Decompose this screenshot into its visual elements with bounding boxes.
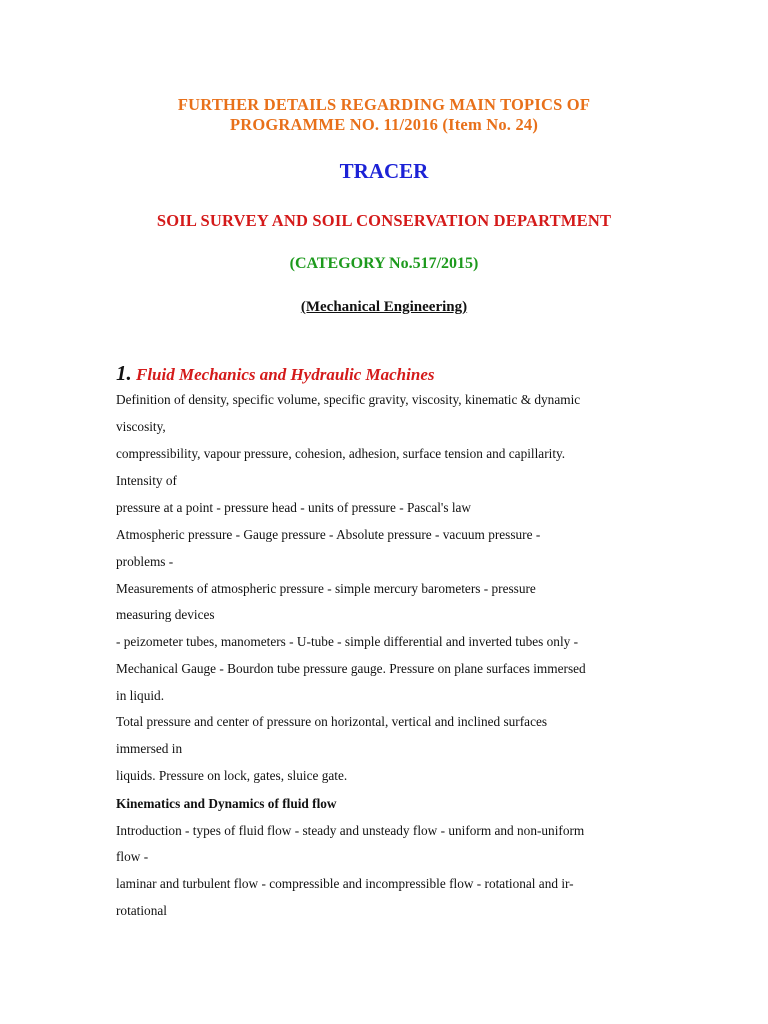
body-line: liquids. Pressure on lock, gates, sluice gate.: [116, 768, 348, 783]
main-title: [0, 95, 768, 135]
category-number: (CATEGORY No.517/2015): [289, 255, 479, 272]
department-title: SOIL SURVEY AND SOIL CONSERVATION DEPARTMENT: [156, 211, 612, 230]
subject-title: (Mechanical Engineering): [300, 299, 468, 315]
post-title: TRACER: [339, 159, 429, 183]
body-line: Measurements of atmospheric pressure - simple mercury barometers - pressure: [116, 581, 536, 596]
body-line: measuring devices: [116, 607, 215, 622]
body-line: viscosity,: [116, 419, 166, 434]
subsection-heading: Kinematics and Dynamics of fluid flow: [116, 796, 337, 811]
body-line: problems -: [116, 554, 174, 569]
body-line: Mechanical Gauge - Bourdon tube pressure gauge. Pressure on plane surfaces immersed: [116, 661, 586, 676]
section-number: 1.: [116, 361, 132, 385]
section-heading: [116, 361, 434, 387]
section-title: Fluid Mechanics and Hydraulic Machines: [136, 365, 435, 384]
main-title-line-2: PROGRAMME NO. 11/2016 (Item No. 24): [229, 115, 539, 134]
body-line: pressure at a point - pressure head - units of pressure - Pascal's law: [116, 500, 472, 515]
body-line: compressibility, vapour pressure, cohesion, adhesion, surface tension and capillarity.: [116, 446, 566, 461]
body-line: Intensity of: [116, 473, 177, 488]
main-title-line-1: FURTHER DETAILS REGARDING MAIN TOPICS OF: [177, 95, 591, 114]
body-line: in liquid.: [116, 688, 165, 703]
body-line: Introduction - types of fluid flow - steady and unsteady flow - uniform and non-uniform: [116, 823, 585, 838]
body-line: Total pressure and center of pressure on horizontal, vertical and inclined surfaces: [116, 714, 548, 729]
body-line: laminar and turbulent flow - compressible and incompressible flow - rotational and ir-: [116, 876, 574, 891]
body-line: immersed in: [116, 741, 183, 756]
body-line: flow -: [116, 849, 149, 864]
body-line: Atmospheric pressure - Gauge pressure - Absolute pressure - vacuum pressure -: [116, 527, 541, 542]
body-line: rotational: [116, 903, 167, 918]
body-line: - peizometer tubes, manometers - U-tube - simple differential and inverted tubes only -: [116, 634, 579, 649]
body-line: Definition of density, specific volume, specific gravity, viscosity, kinematic & dynamic: [116, 392, 581, 407]
